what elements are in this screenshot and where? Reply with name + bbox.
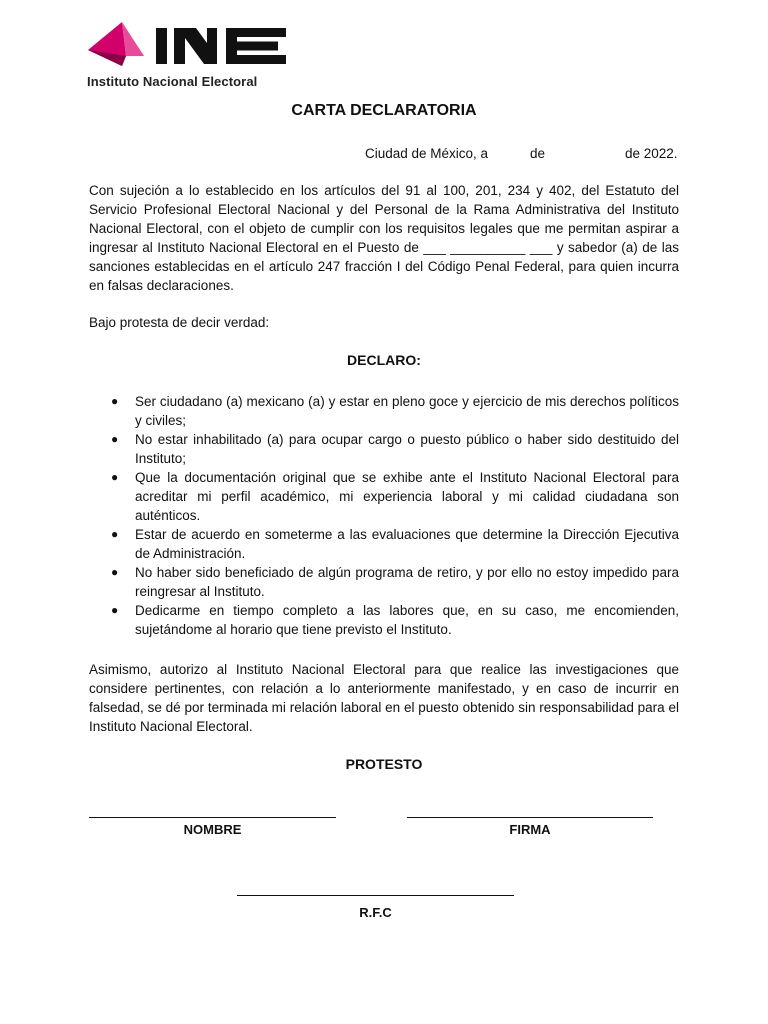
- rfc-signature-line: [237, 895, 514, 896]
- date-line: [360, 146, 680, 164]
- bullet-icon: ●: [111, 432, 119, 446]
- declaration-text: No haber sido beneficiado de algún programa de retiro, y por ello no estoy impedido para reingresar al Instituto.: [135, 565, 679, 599]
- date-city: Ciudad de México, a: [365, 146, 489, 161]
- bullet-icon: ●: [111, 527, 119, 541]
- date-year: de 2022.: [625, 146, 678, 161]
- document-title: CARTA DECLARATORIA: [291, 102, 477, 119]
- closing-paragraph: Asimismo, autorizo al Instituto Nacional Electoral para que realice las investigaciones que considere pertinentes, con relación a lo anteriormente manifestado, y en caso de incurrir en falsedad, se dé por terminada mi relación laboral en el puesto obtenido sin responsabilidad para el Instituto Nacional Electoral.: [89, 662, 679, 734]
- list-item: [110, 601, 679, 639]
- declaration-text: Dedicarme en tiempo completo a las labores que, en su caso, me encomienden, sujetándome al horario que tiene previsto el Instituto.: [135, 603, 679, 637]
- list-item: [110, 392, 679, 430]
- logo-subtitle: Instituto Nacional Electoral: [87, 74, 258, 89]
- declaration-text: Estar de acuerdo en someterme a las evaluaciones que determine la Dirección Ejecutiva de Administración.: [135, 527, 679, 561]
- date-de: de: [530, 146, 546, 161]
- rfc-label: R.F.C: [359, 905, 392, 920]
- firma-signature-line: [407, 817, 653, 818]
- bajo-protesta-text: Bajo protesta de decir verdad:: [89, 315, 270, 330]
- bullet-icon: ●: [111, 565, 119, 579]
- declaro-heading: DECLARO:: [347, 352, 421, 368]
- list-item: [110, 468, 679, 525]
- bullet-icon: ●: [111, 470, 119, 484]
- bullet-icon: ●: [111, 603, 119, 617]
- list-item: [110, 525, 679, 563]
- bullet-icon: ●: [111, 394, 119, 408]
- nombre-label: NOMBRE: [183, 822, 242, 837]
- ine-logo-mark-icon: [84, 18, 290, 74]
- declarations-list: [110, 392, 679, 639]
- declaration-text: Que la documentación original que se exhibe ante el Instituto Nacional Electoral para acreditar mi perfil académico, mi experiencia laboral y mi calidad ciudadana son auténticos.: [135, 470, 679, 523]
- intro-paragraph: Con sujeción a lo establecido en los artículos del 91 al 100, 201, 234 y 402, del Estatuto del Servicio Profesional Electoral Nacional y del Personal de la Rama Administrativa del Instituto Nacional Electoral, con el objeto de cumplir con los requisitos legales que me permitan aspirar a ingresar al Instituto Nacional Electoral en el Puesto de ___ __________ ___ y sabedor (a) de las sanciones establecidas en el artículo 247 fracción I del Código Penal Federal, para quien incurra en falsas declaraciones.: [89, 183, 679, 293]
- protesto-heading: PROTESTO: [345, 756, 423, 772]
- declaration-text: No estar inhabilitado (a) para ocupar cargo o puesto público o haber sido destituido del Instituto;: [135, 432, 679, 466]
- declaration-text: Ser ciudadano (a) mexicano (a) y estar en pleno goce y ejercicio de mis derechos políticos y civiles;: [135, 394, 679, 428]
- nombre-signature-line: [89, 817, 336, 818]
- list-item: [110, 430, 679, 468]
- list-item: [110, 563, 679, 601]
- ine-logo: [84, 18, 290, 92]
- firma-label: FIRMA: [509, 822, 551, 837]
